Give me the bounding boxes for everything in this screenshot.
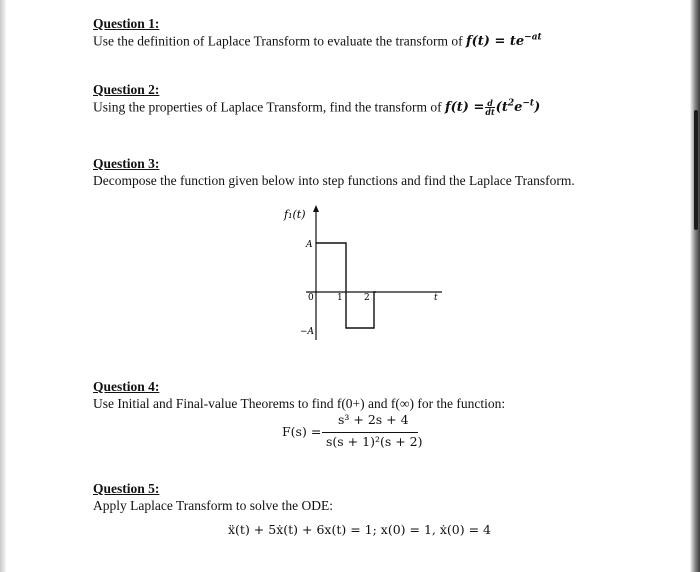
scrollbar-thumb[interactable] bbox=[694, 110, 698, 230]
step-function-graph bbox=[270, 200, 470, 350]
step-function-curve bbox=[316, 243, 376, 328]
question-1-text bbox=[93, 33, 542, 49]
fraction-bar bbox=[322, 432, 418, 433]
question-1-heading: Question 1: bbox=[93, 16, 160, 31]
question-2-prompt: Using the properties of Laplace Transform, find the transform of bbox=[93, 99, 442, 115]
question-4-text: Use Initial and Final-value Theorems to find f(0+) and f(∞) for the function: bbox=[93, 396, 506, 411]
question-1-formula: $f(t) = te^{-at}$ bbox=[466, 33, 542, 50]
question-4-heading: Question 4: bbox=[93, 379, 160, 394]
question-1-prompt: Use the definition of Laplace Transform to evaluate the transform of bbox=[93, 33, 463, 49]
tick-label-2: 2 bbox=[364, 293, 370, 303]
question-2-formula: f(t) = $\frac{d}{dt}$ $(t^2e^{-t})$ bbox=[445, 98, 541, 118]
question-3-heading: Question 3: bbox=[93, 156, 160, 171]
question-2-text bbox=[93, 99, 540, 116]
y-axis-arrow bbox=[313, 205, 319, 212]
page-left-edge bbox=[0, 0, 6, 572]
tick-label-0: 0 bbox=[308, 293, 314, 303]
scrollbar[interactable] bbox=[690, 0, 700, 572]
level-low-label: −A bbox=[300, 327, 315, 337]
derivative-operator: $\frac{d}{dt}$ bbox=[485, 98, 495, 118]
transfer-function-numerator: s³ + 2s + 4 bbox=[338, 412, 409, 427]
transfer-function-lhs: F(s) = bbox=[282, 424, 322, 439]
question-3-text: Decompose the function given below into step functions and find the Laplace Transform. bbox=[93, 173, 575, 188]
tick-label-1: 1 bbox=[337, 293, 343, 303]
ode-equation: ẍ(t) + 5ẋ(t) + 6x(t) = 1; x(0) = 1, ẋ(0) = 4 bbox=[228, 522, 491, 537]
question-5-text: Apply Laplace Transform to solve the ODE: bbox=[93, 498, 333, 513]
level-high-label: A bbox=[306, 240, 313, 250]
graph-y-label: f₁(t) bbox=[284, 208, 306, 221]
x-axis-label: t bbox=[434, 293, 438, 303]
question-2-heading: Question 2: bbox=[93, 82, 160, 97]
transfer-function-denominator: s(s + 1)²(s + 2) bbox=[326, 434, 423, 449]
question-5-heading: Question 5: bbox=[93, 481, 160, 496]
